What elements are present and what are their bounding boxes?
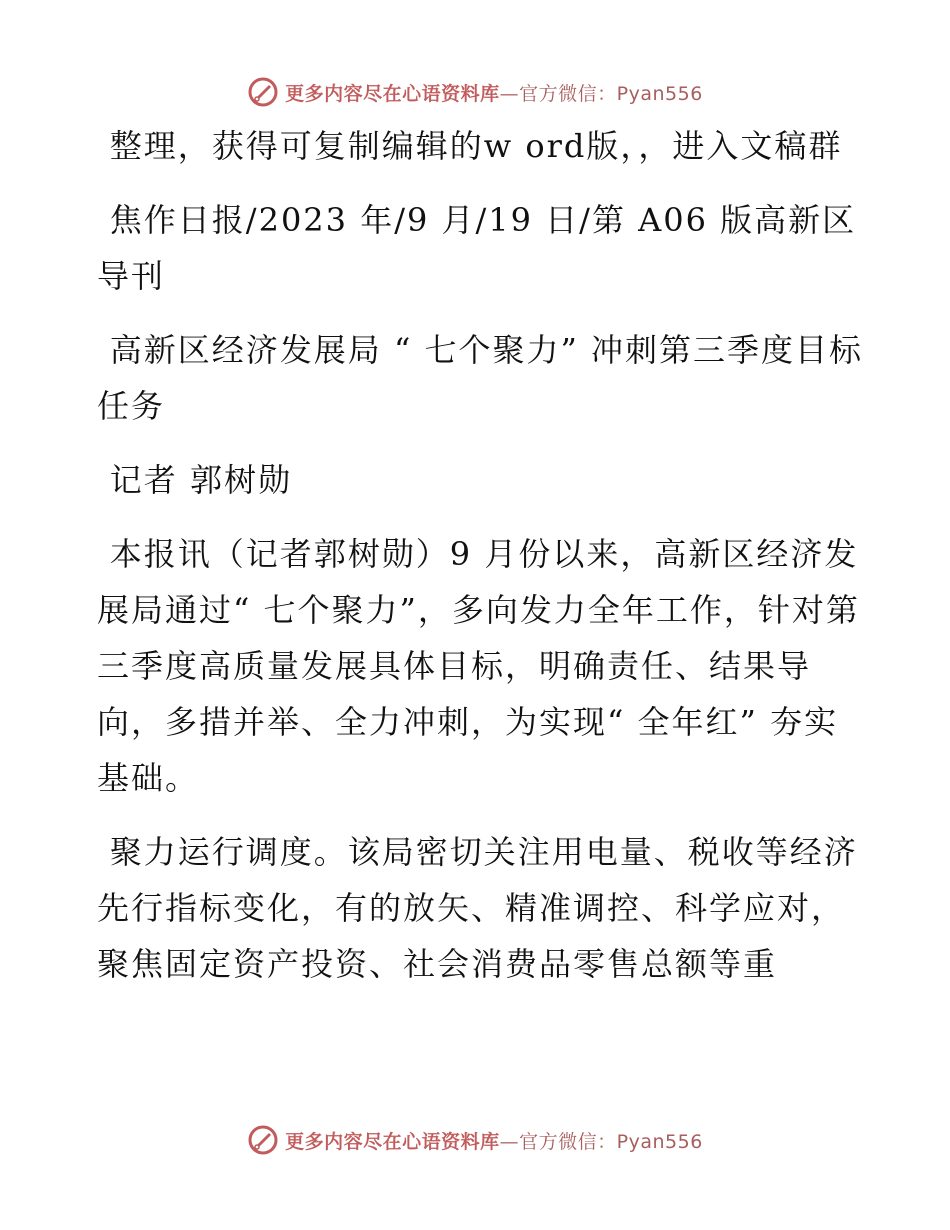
- paragraph-4: 记者 郭树勋: [109, 461, 292, 499]
- header-banner-main: 更多内容尽在心语资料库: [285, 82, 500, 105]
- pen-logo-icon: [247, 1124, 279, 1156]
- paragraph-2: 焦作日报/2023 年/9 月/19 日/第 A06 版高新区导刊: [97, 201, 857, 295]
- footer-banner-inner: [247, 1124, 703, 1156]
- footer-banner-wechat: 官方微信：Pyan556: [519, 1130, 703, 1153]
- header-banner-wechat: 官方微信：Pyan556: [519, 82, 703, 105]
- paragraph-1: 整理，获得可复制编辑的w ord版，，进入文稿群: [109, 127, 843, 165]
- footer-banner-text: [285, 1127, 703, 1154]
- paragraph-6: 聚力运行调度。该局密切关注用电量、税收等经济先行指标变化，有的放矢、精准调控、科学应对，聚焦固定资产投资、社会消费品零售总额等重: [97, 833, 858, 983]
- paragraph-3: 高新区经济发展局 “ 七个聚力” 冲刺第三季度目标任务: [97, 331, 864, 425]
- header-banner-dash: —: [499, 82, 520, 105]
- footer-banner-dash: —: [499, 1130, 520, 1153]
- footer-banner-main: 更多内容尽在心语资料库: [285, 1130, 500, 1153]
- document-body: [97, 118, 867, 1010]
- header-banner: [0, 72, 950, 112]
- header-banner-text: [285, 79, 703, 106]
- footer-banner: [0, 1120, 950, 1160]
- pen-logo-icon: [247, 76, 279, 108]
- paragraph-5: 本报讯（记者郭树勋）9 月份以来，高新区经济发展局通过“ 七个聚力”，多向发力全年工作，针对第三季度高质量发展具体目标，明确责任、结果导向，多措并举、全力冲刺，为实现“ 全年红” 夯实基础。: [97, 535, 860, 797]
- header-banner-inner: [247, 76, 703, 108]
